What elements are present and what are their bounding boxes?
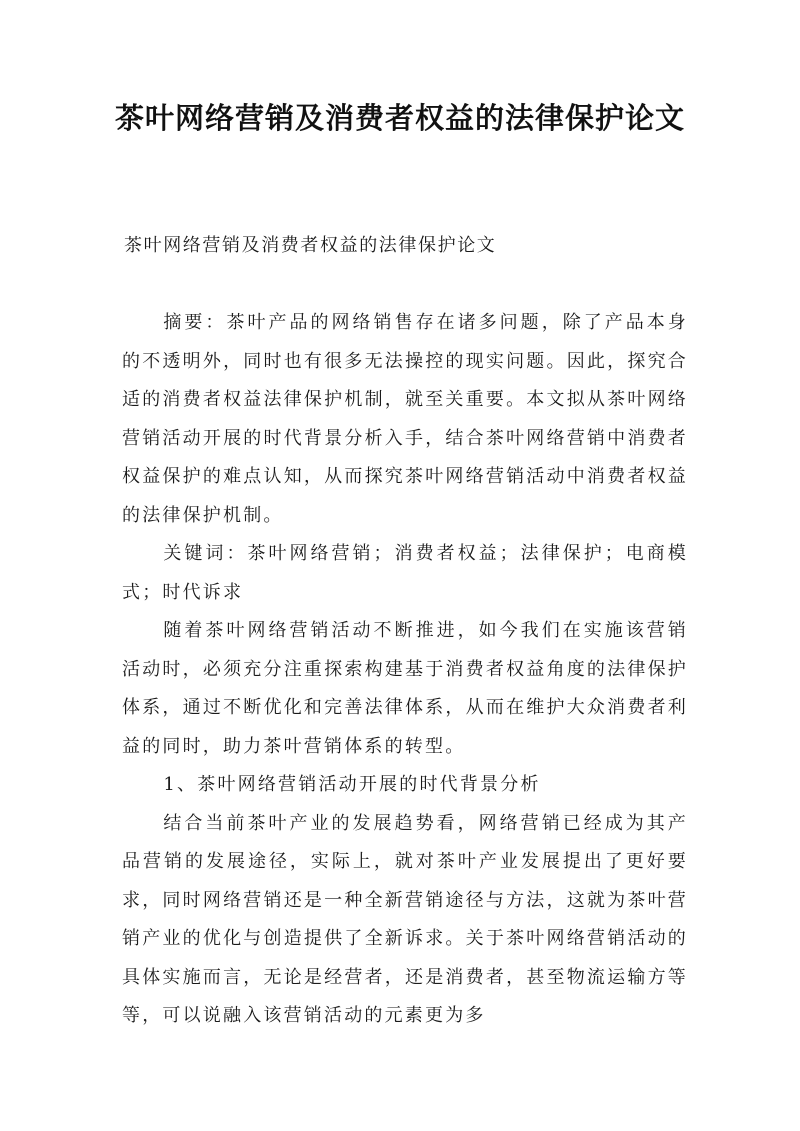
- keywords-paragraph: 关键词：茶叶网络营销；消费者权益；法律保护；电商模式；时代诉求: [122, 543, 688, 603]
- abstract-paragraph: 摘要：茶叶产品的网络销售存在诸多问题，除了产品本身的不透明外，同时也有很多无法操控的现实问题。因此，探究合适的消费者权益法律保护机制，就至关重要。本文拟从茶叶网络营销活动开展的时代背景分析入手，结合茶叶网络营销中消费者权益保护的难点认知，从而探究茶叶网络营销活动中消费者权益的法律保护机制。: [122, 312, 688, 526]
- document-title: 茶叶网络营销及消费者权益的法律保护论文: [114, 101, 685, 135]
- document-body: [122, 304, 688, 1036]
- intro-paragraph: 随着茶叶网络营销活动不断推进，如今我们在实施该营销活动时，必须充分注重探索构建基于消费者权益角度的法律保护体系，通过不断优化和完善法律体系，从而在维护大众消费者利益的同时，助力茶叶营销体系的转型。: [122, 620, 688, 757]
- section-paragraph: 结合当前茶叶产业的发展趋势看，网络营销已经成为其产品营销的发展途径，实际上，就对茶叶产业发展提出了更好要求，同时网络营销还是一种全新营销途径与方法，这就为茶叶营销产业的优化与创造提供了全新诉求。关于茶叶网络营销活动的具体实施而言，无论是经营者，还是消费者，甚至物流运输方等等，可以说融入该营销活动的元素更为多: [122, 812, 688, 1026]
- section-heading: 1、茶叶网络营销活动开展的时代背景分析: [163, 774, 541, 795]
- document-subtitle: 茶叶网络营销及消费者权益的法律保护论文: [124, 235, 497, 256]
